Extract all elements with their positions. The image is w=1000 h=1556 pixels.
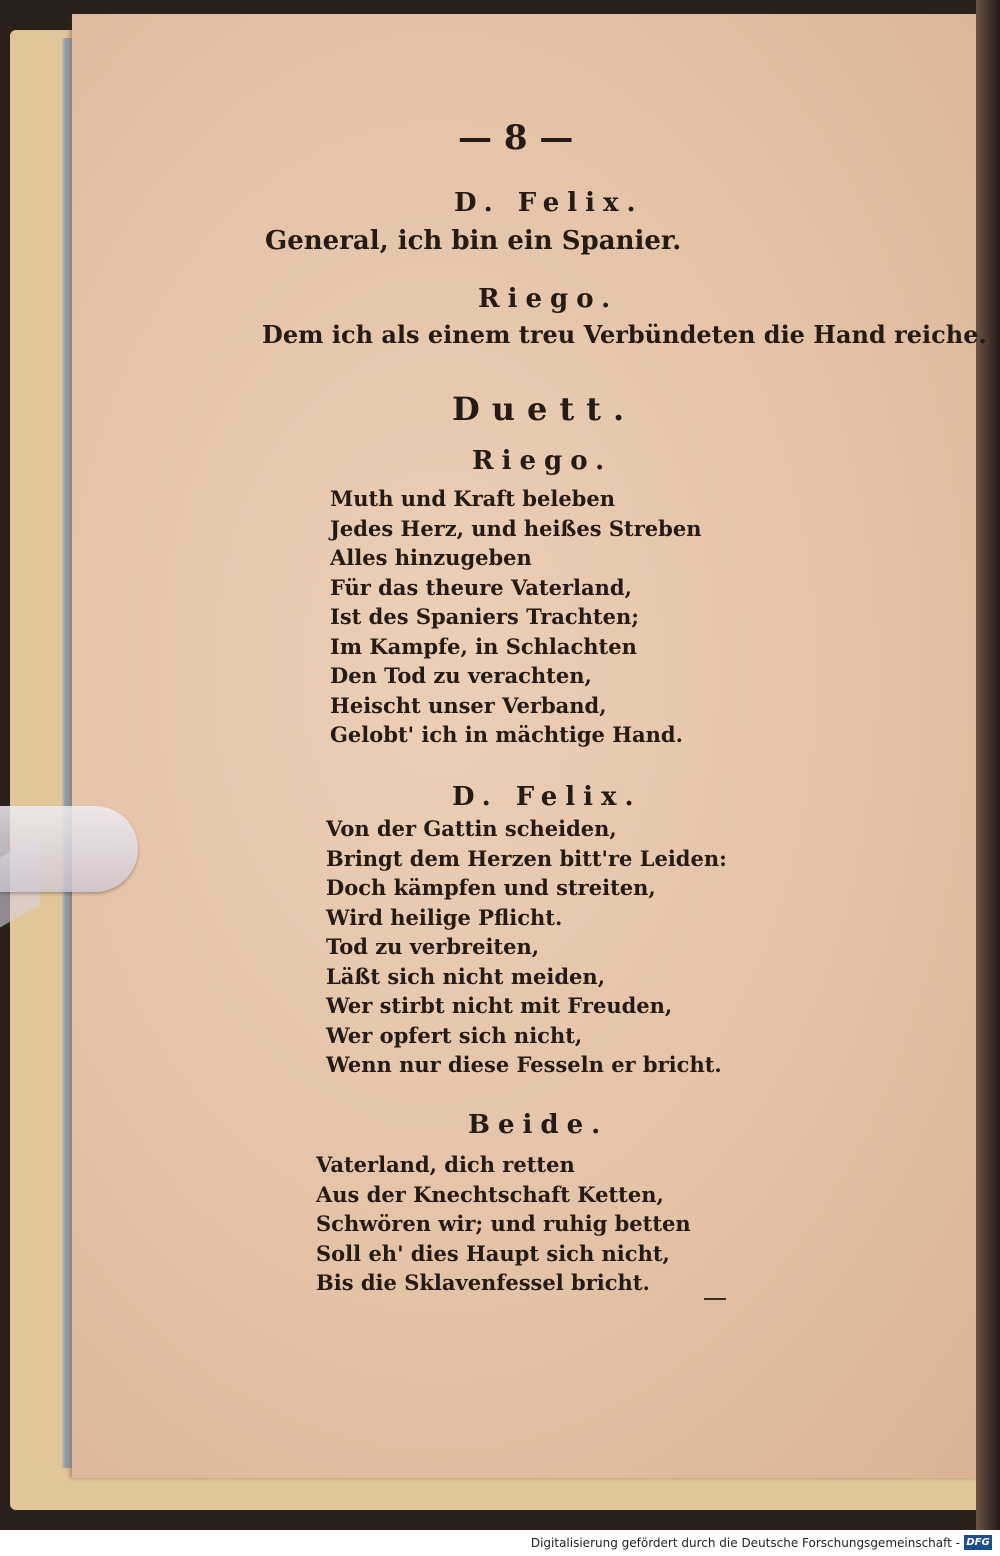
verse-line: Wenn nur diese Fesseln er bricht. <box>326 1052 722 1077</box>
verse-line: Für das theure Vaterland, <box>330 574 632 600</box>
verse-line: Doch kämpfen und streiten, <box>326 875 656 900</box>
page-number: — 8 — <box>458 118 574 158</box>
verse-line: Soll eh' dies Haupt sich nicht, <box>316 1240 670 1266</box>
verse-line: Ist des Spaniers Trachten; <box>330 604 640 629</box>
speaker-riego-2: Riego. <box>472 446 613 476</box>
verse-line: Jedes Herz, und heißes Streben <box>330 515 702 541</box>
riego-verse <box>330 484 701 750</box>
dialogue-line-2: Dem ich als einem treu Verbündeten die Hand reiche. <box>262 320 987 349</box>
verse-line: Vaterland, dich retten <box>316 1152 575 1177</box>
funding-credit: Digitalisierung gefördert durch die Deutsche Forschungsgemeinschaft - <box>530 1536 960 1550</box>
closing-dash <box>704 1298 726 1300</box>
felix-verse <box>326 814 727 1080</box>
verse-line: Läßt sich nicht meiden, <box>326 963 605 989</box>
verse-line: Tod zu verbreiten, <box>326 934 540 959</box>
speaker-felix-2: D. Felix. <box>452 782 642 812</box>
speaker-felix-1: D. Felix. <box>454 188 644 218</box>
duet-heading: Duett. <box>452 390 637 428</box>
verse-line: Von der Gattin scheiden, <box>326 816 617 841</box>
page-edge <box>62 38 72 1468</box>
beide-verse <box>316 1150 691 1298</box>
dialogue-line-1: General, ich bin ein Spanier. <box>265 226 682 256</box>
verse-line: Aus der Knechtschaft Ketten, <box>316 1181 664 1207</box>
book-spine-shadow <box>976 0 1000 1530</box>
verse-line: Wird heilige Pflicht. <box>326 904 563 930</box>
verse-line: Wer opfert sich nicht, <box>326 1022 583 1048</box>
verse-line: Gelobt' ich in mächtige Hand. <box>330 722 683 747</box>
plastic-bookmark <box>0 806 138 892</box>
footer-bar <box>0 1530 1000 1556</box>
speaker-riego-1: Riego. <box>478 284 619 314</box>
verse-line: Wer stirbt nicht mit Freuden, <box>326 993 673 1018</box>
dfg-logo: DFG <box>964 1535 992 1550</box>
verse-line: Heischt unser Verband, <box>330 692 607 718</box>
speaker-beide: Beide. <box>468 1110 609 1140</box>
verse-line: Den Tod zu verachten, <box>330 663 592 688</box>
verse-line: Bis die Sklavenfessel bricht. <box>316 1270 650 1295</box>
verse-line: Muth und Kraft beleben <box>330 486 615 511</box>
verse-line: Alles hinzugeben <box>330 545 532 570</box>
verse-line: Im Kampfe, in Schlachten <box>330 633 637 659</box>
verse-line: Bringt dem Herzen bitt're Leiden: <box>326 845 727 871</box>
verse-line: Schwören wir; und ruhig betten <box>316 1211 691 1236</box>
